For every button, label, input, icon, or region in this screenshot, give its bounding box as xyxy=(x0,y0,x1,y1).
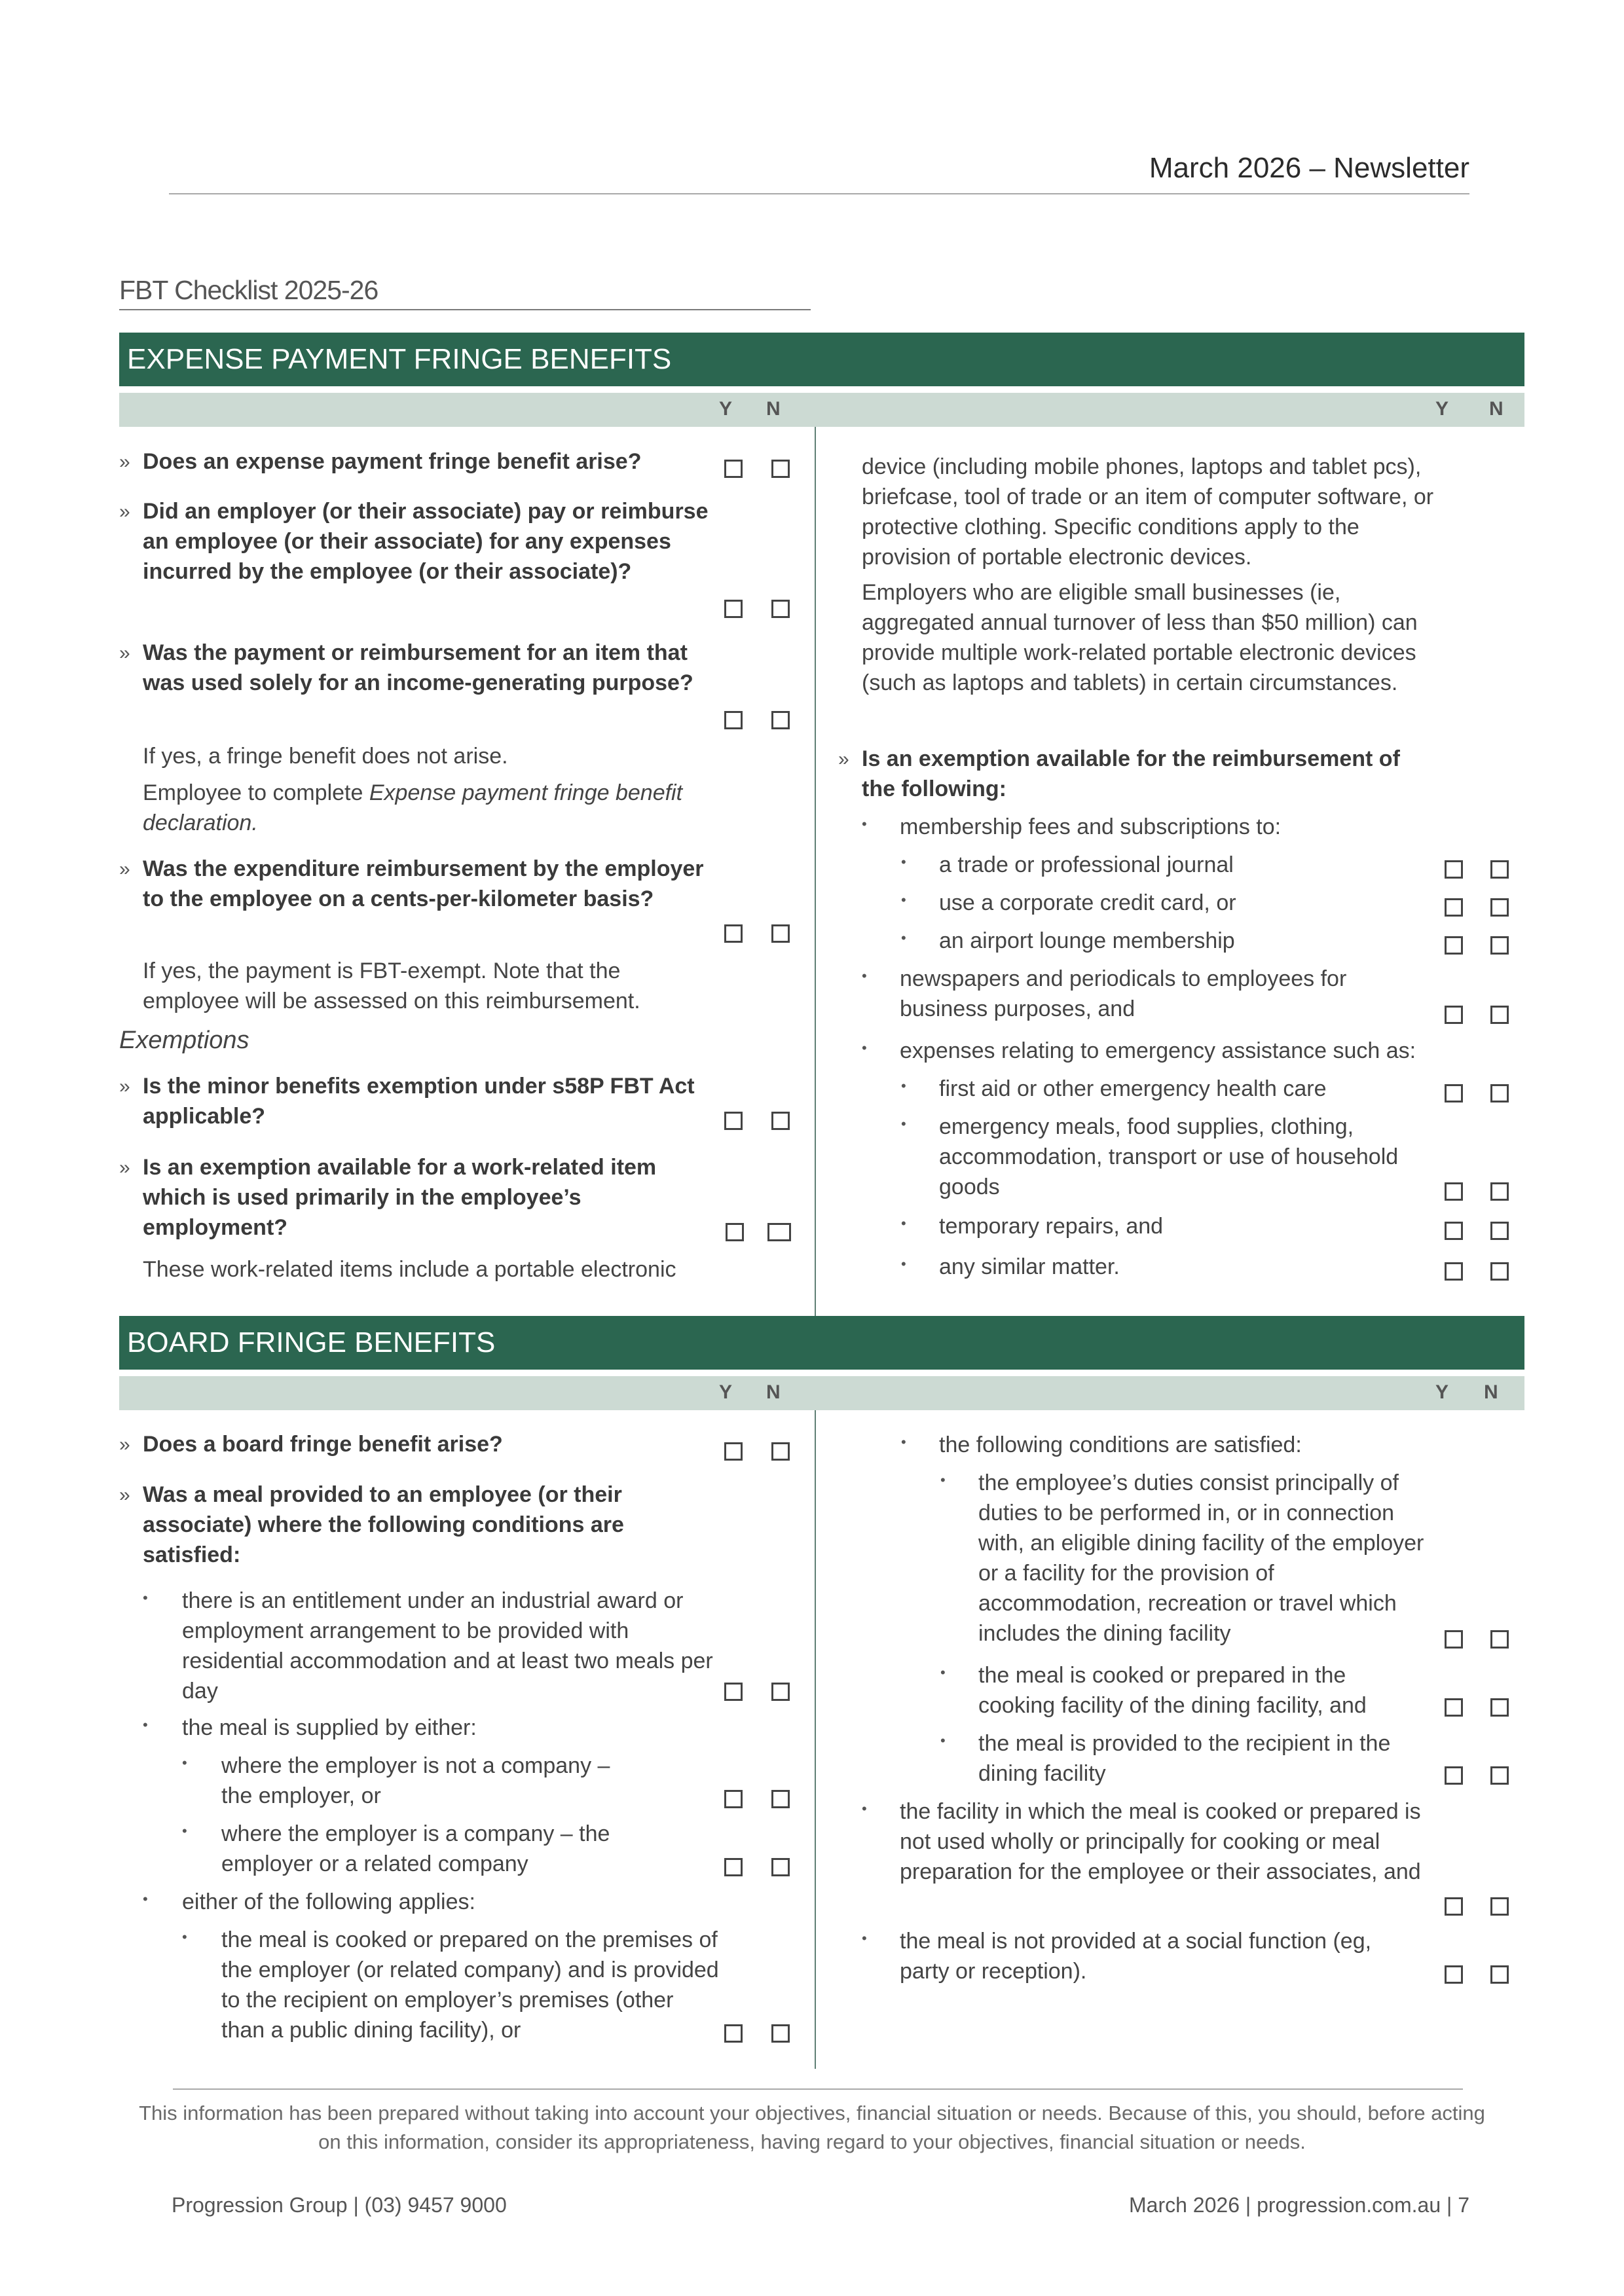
checkbox-yes[interactable] xyxy=(724,1442,743,1461)
checkbox-no[interactable] xyxy=(767,1223,791,1241)
bullet-icon: • xyxy=(901,892,906,908)
list-item: expenses relating to emergency assistance such as: xyxy=(900,1038,1416,1063)
disclaimer: This information has been prepared without taking into account your objectives, financial situation or needs. Because of this, you should, before acting on this information, consider its appropriateness, having regard to your objectives, financial situation or needs. xyxy=(139,2102,1485,2153)
question: Does a board fringe benefit arise? xyxy=(143,1432,503,1457)
bullet-icon: • xyxy=(901,1434,906,1450)
yes-column-label: Y xyxy=(719,398,733,420)
checkbox-yes[interactable] xyxy=(724,460,743,478)
no-column-label: N xyxy=(766,1381,781,1403)
question: Did an employer (or their associate) pay or reimburse an employee (or their associate) for any expenses incurred by the employee (or their associate)? xyxy=(143,499,709,584)
section-expense-payment-header: EXPENSE PAYMENT FRINGE BENEFITS xyxy=(119,333,1524,386)
checkbox-no[interactable] xyxy=(1490,898,1509,917)
question: Was the expenditure reimbursement by the employer to the employee on a cents-per-kilometer basis? xyxy=(143,856,704,911)
note: If yes, a fringe benefit does not arise. xyxy=(143,744,508,769)
checkbox-yes[interactable] xyxy=(724,600,743,618)
checkbox-yes[interactable] xyxy=(1445,936,1463,955)
subheading-exemptions: Exemptions xyxy=(119,1027,249,1054)
bullet-icon: • xyxy=(901,930,906,946)
yes-column-label: Y xyxy=(1435,398,1449,420)
note-continued: device (including mobile phones, laptops and tablet pcs), briefcase, tool of trade or an item of computer software, or protective clothing. Specific conditions apply to the provision of portable electronic devices. xyxy=(862,454,1434,570)
chevron-icon: » xyxy=(119,451,130,473)
yes-column-label: Y xyxy=(719,1381,733,1403)
list-item: the employee’s duties consist principally of duties to be performed in, or in connection with, an eligible dining facility of the employer or a facility for the provision of accommodation, recreation or travel which includes the dining facility xyxy=(978,1470,1424,1646)
question: Was the payment or reimbursement for an item that was used solely for an income-generating purpose? xyxy=(143,640,693,695)
list-item: there is an entitlement under an industrial award or employment arrangement to be provided with residential accommodation and at least two meals per day xyxy=(182,1588,713,1704)
checkbox-no[interactable] xyxy=(771,1858,790,1876)
checkbox-no[interactable] xyxy=(1490,1897,1509,1916)
bullet-icon: • xyxy=(901,1116,906,1132)
page-title: FBT Checklist 2025-26 xyxy=(119,275,378,305)
checkbox-no[interactable] xyxy=(771,924,790,943)
checkbox-no[interactable] xyxy=(1490,1262,1509,1281)
list-item: the meal is not provided at a social function (eg, party or reception). xyxy=(900,1929,1372,1984)
checkbox-no[interactable] xyxy=(771,1683,790,1701)
checkbox-yes[interactable] xyxy=(1445,1897,1463,1916)
footer-divider xyxy=(173,2088,1463,2090)
list-item: use a corporate credit card, or xyxy=(939,890,1236,915)
checkbox-no[interactable] xyxy=(771,1790,790,1808)
bullet-icon: • xyxy=(862,1040,867,1056)
list-item: where the employer is not a company – the employer, or xyxy=(221,1753,610,1808)
header-divider xyxy=(169,193,1469,194)
column-divider xyxy=(815,427,816,1316)
question: Is an exemption available for a work-related item which is used primarily in the employee’s employment? xyxy=(143,1155,657,1240)
checkbox-yes[interactable] xyxy=(1445,1766,1463,1785)
checkbox-yes[interactable] xyxy=(724,1858,743,1876)
checkbox-no[interactable] xyxy=(1490,1698,1509,1717)
bullet-icon: • xyxy=(940,1664,946,1681)
checkbox-yes[interactable] xyxy=(1445,1262,1463,1281)
bullet-icon: • xyxy=(862,816,867,832)
checkbox-yes[interactable] xyxy=(726,1223,744,1241)
checkbox-yes[interactable] xyxy=(1445,1182,1463,1201)
checkbox-yes[interactable] xyxy=(724,2024,743,2043)
checkbox-yes[interactable] xyxy=(1445,1965,1463,1984)
section-board-fringe-header: BOARD FRINGE BENEFITS xyxy=(119,1316,1524,1370)
bullet-icon: • xyxy=(862,1800,867,1817)
checkbox-no[interactable] xyxy=(1490,860,1509,879)
no-column-label: N xyxy=(766,398,781,420)
note: If yes, the payment is FBT-exempt. Note that the employee will be assessed on this reimbursement. xyxy=(143,958,640,1013)
yes-column-label: Y xyxy=(1435,1381,1449,1403)
bullet-icon: • xyxy=(143,1717,148,1733)
checkbox-no[interactable] xyxy=(1490,1965,1509,1984)
yn-header-row xyxy=(119,393,1524,427)
bullet-icon: • xyxy=(940,1732,946,1749)
checkbox-yes[interactable] xyxy=(1445,1630,1463,1649)
checkbox-yes[interactable] xyxy=(1445,1698,1463,1717)
question: Is the minor benefits exemption under s58P FBT Act applicable? xyxy=(143,1074,695,1129)
checkbox-no[interactable] xyxy=(771,711,790,729)
checkbox-yes[interactable] xyxy=(1445,860,1463,879)
checkbox-no[interactable] xyxy=(1490,1222,1509,1240)
note: These work-related items include a portable electronic xyxy=(143,1257,676,1282)
checkbox-no[interactable] xyxy=(1490,1630,1509,1649)
chevron-icon: » xyxy=(119,1484,130,1506)
list-item: a trade or professional journal xyxy=(939,852,1234,877)
chevron-icon: » xyxy=(119,1076,130,1097)
list-item: either of the following applies: xyxy=(182,1889,475,1914)
checkbox-yes[interactable] xyxy=(1445,1084,1463,1102)
list-item: first aid or other emergency health care xyxy=(939,1076,1327,1101)
question: Is an exemption available for the reimbursement of the following: xyxy=(862,746,1400,801)
list-item: membership fees and subscriptions to: xyxy=(900,814,1282,839)
checkbox-no[interactable] xyxy=(771,1112,790,1130)
bullet-icon: • xyxy=(901,1215,906,1231)
bullet-icon: • xyxy=(182,1929,187,1945)
chevron-icon: » xyxy=(119,642,130,664)
bullet-icon: • xyxy=(182,1823,187,1839)
list-item: the facility in which the meal is cooked or prepared is not used wholly or principally for cooking or meal preparation for the employee or their associates, and xyxy=(900,1799,1421,1884)
checkbox-yes[interactable] xyxy=(724,1790,743,1808)
question: Does an expense payment fringe benefit arise? xyxy=(143,449,642,474)
bullet-icon: • xyxy=(862,968,867,984)
list-item: the meal is supplied by either: xyxy=(182,1715,477,1740)
list-item: the meal is provided to the recipient in the dining facility xyxy=(978,1731,1391,1786)
list-item: newspapers and periodicals to employees for business purposes, and xyxy=(900,966,1347,1021)
bullet-icon: • xyxy=(901,1078,906,1094)
chevron-icon: » xyxy=(119,501,130,522)
title-underline xyxy=(119,309,811,310)
list-item: the meal is cooked or prepared in the cooking facility of the dining facility, and xyxy=(978,1663,1367,1718)
checkbox-yes[interactable] xyxy=(1445,898,1463,917)
chevron-icon: » xyxy=(119,1157,130,1178)
checkbox-no[interactable] xyxy=(1490,936,1509,955)
note: Employee to complete Expense payment fringe benefit declaration. xyxy=(143,780,683,835)
no-column-label: N xyxy=(1489,398,1504,420)
no-column-label: N xyxy=(1484,1381,1498,1403)
checkbox-yes[interactable] xyxy=(724,1112,743,1130)
list-item: the meal is cooked or prepared on the premises of the employer (or related company) and is provided to the recipient on employer’s premises (other than a public dining facility), or xyxy=(221,1927,719,2043)
list-item: an airport lounge membership xyxy=(939,928,1235,953)
footer-page-info: March 2026 | progression.com.au | 7 xyxy=(1129,2193,1469,2217)
chevron-icon: » xyxy=(119,858,130,880)
checkbox-no[interactable] xyxy=(1490,1766,1509,1785)
list-item: the following conditions are satisfied: xyxy=(939,1432,1302,1457)
list-item: emergency meals, food supplies, clothing, accommodation, transport or use of household goods xyxy=(939,1114,1399,1199)
list-item: where the employer is a company – the employer or a related company xyxy=(221,1821,610,1876)
chevron-icon: » xyxy=(119,1434,130,1455)
checkbox-no[interactable] xyxy=(1490,1006,1509,1024)
bullet-icon: • xyxy=(143,1891,148,1907)
checkbox-yes[interactable] xyxy=(1445,1222,1463,1240)
newsletter-title: March 2026 – Newsletter xyxy=(1149,152,1469,184)
bullet-icon: • xyxy=(940,1472,946,1488)
yn-header-row xyxy=(119,1376,1524,1410)
list-item: temporary repairs, and xyxy=(939,1214,1164,1239)
bullet-icon: • xyxy=(143,1590,148,1606)
checkbox-no[interactable] xyxy=(771,600,790,618)
list-item: any similar matter. xyxy=(939,1254,1120,1279)
checkbox-no[interactable] xyxy=(771,1442,790,1461)
checkbox-yes[interactable] xyxy=(724,1683,743,1701)
chevron-icon: » xyxy=(838,748,849,770)
checkbox-yes[interactable] xyxy=(1445,1006,1463,1024)
checkbox-yes[interactable] xyxy=(724,924,743,943)
footer-contact: Progression Group | (03) 9457 9000 xyxy=(172,2193,507,2217)
bullet-icon: • xyxy=(901,1256,906,1272)
checkbox-no[interactable] xyxy=(771,460,790,478)
bullet-icon: • xyxy=(901,854,906,870)
bullet-icon: • xyxy=(182,1755,187,1771)
checkbox-no[interactable] xyxy=(771,2024,790,2043)
bullet-icon: • xyxy=(862,1930,867,1946)
note: Employers who are eligible small businesses (ie, aggregated annual turnover of less than $50 million) can provide multiple work-related portable electronic devices (such as laptops and tablets) in certain circumstances. xyxy=(862,580,1418,695)
checkbox-no[interactable] xyxy=(1490,1084,1509,1102)
checkbox-yes[interactable] xyxy=(724,711,743,729)
question: Was a meal provided to an employee (or their associate) where the following conditions are satisfied: xyxy=(143,1482,624,1567)
checkbox-no[interactable] xyxy=(1490,1182,1509,1201)
column-divider xyxy=(815,1410,816,2069)
